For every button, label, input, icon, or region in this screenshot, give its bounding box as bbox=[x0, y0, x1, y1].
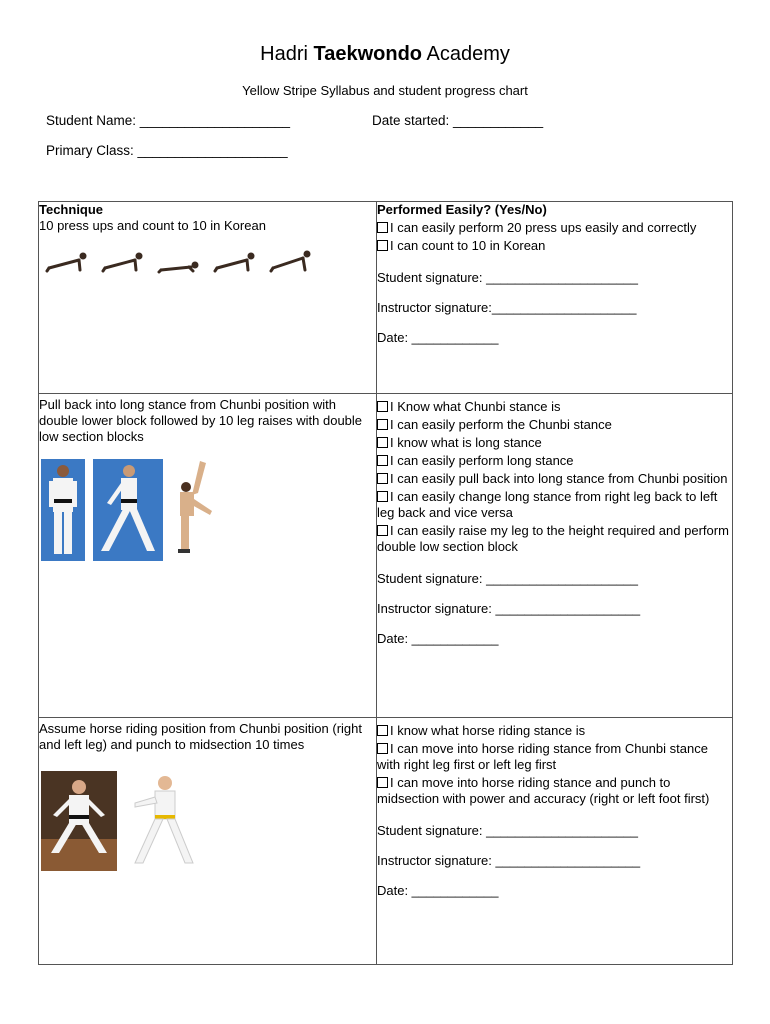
instructor-signature-line: Instructor signature: ____________________ bbox=[377, 853, 641, 868]
technique-cell bbox=[39, 202, 377, 394]
performance-cell bbox=[377, 394, 733, 718]
pushups-illustration bbox=[43, 246, 323, 276]
performance-cell bbox=[377, 718, 733, 965]
checkbox-icon[interactable] bbox=[377, 777, 388, 788]
syllabus-table bbox=[38, 201, 733, 965]
checklist-item[interactable]: I can move into horse riding stance and punch to midsection with power and accuracy (right or left foot first) bbox=[377, 775, 710, 806]
checkbox-icon[interactable] bbox=[377, 473, 388, 484]
date-line: Date: ____________ bbox=[377, 883, 499, 898]
student-signature-line: Student signature: _____________________ bbox=[377, 270, 638, 285]
checklist-item[interactable]: I can easily pull back into long stance from Chunbi position bbox=[377, 471, 732, 487]
col-header-performed: Performed Easily? (Yes/No) bbox=[377, 202, 547, 217]
horse-stance-photo bbox=[41, 771, 117, 871]
checklist-item[interactable]: I can easily change long stance from right leg back to left leg back and vice versa bbox=[377, 489, 718, 520]
checkbox-icon[interactable] bbox=[377, 240, 388, 251]
primary-class-field: Primary Class: ____________________ bbox=[46, 143, 288, 158]
table-row bbox=[39, 718, 733, 965]
checkbox-icon[interactable] bbox=[377, 437, 388, 448]
technique-text: 10 press ups and count to 10 in Korean bbox=[39, 218, 266, 233]
page-title: Hadri Taekwondo Academy bbox=[260, 43, 510, 65]
instructor-signature-line: Instructor signature: ____________________ bbox=[377, 601, 641, 616]
checkbox-icon[interactable] bbox=[377, 455, 388, 466]
technique-cell bbox=[39, 394, 377, 718]
checkbox-icon[interactable] bbox=[377, 743, 388, 754]
table-row bbox=[39, 394, 733, 718]
date-started-field: Date started: ____________ bbox=[372, 113, 544, 128]
performance-cell bbox=[377, 202, 733, 394]
checklist-item[interactable]: I Know what Chunbi stance is bbox=[377, 399, 732, 415]
checklist-item[interactable]: I can count to 10 in Korean bbox=[377, 238, 732, 254]
technique-text: Pull back into long stance from Chunbi position with double lower block followed by 10 leg raises with double low section blocks bbox=[39, 397, 363, 444]
col-header-technique: Technique bbox=[39, 202, 104, 217]
chunbi-stance-photo bbox=[41, 459, 85, 561]
horse-stance-punch-photo bbox=[127, 771, 201, 871]
student-name-field: Student Name: ____________________ bbox=[46, 113, 290, 128]
checklist-item[interactable]: I can move into horse riding stance from Chunbi stance with right leg first or left leg first bbox=[377, 741, 708, 772]
instructor-signature-line: Instructor signature:____________________ bbox=[377, 300, 637, 315]
technique-cell bbox=[39, 718, 377, 965]
checklist-item[interactable]: I know what horse riding stance is bbox=[377, 723, 732, 739]
technique-text: Assume horse riding position from Chunbi position (right and left leg) and punch to midsection 10 times bbox=[39, 721, 362, 752]
checkbox-icon[interactable] bbox=[377, 401, 388, 412]
student-signature-line: Student signature: _____________________ bbox=[377, 823, 638, 838]
checkbox-icon[interactable] bbox=[377, 491, 388, 502]
student-signature-line: Student signature: _____________________ bbox=[377, 571, 638, 586]
checklist-item[interactable]: I know what is long stance bbox=[377, 435, 732, 451]
page-subtitle: Yellow Stripe Syllabus and student progress chart bbox=[242, 83, 528, 98]
date-line: Date: ____________ bbox=[377, 330, 499, 345]
checkbox-icon[interactable] bbox=[377, 419, 388, 430]
checkbox-icon[interactable] bbox=[377, 725, 388, 736]
checklist-item[interactable]: I can easily raise my leg to the height required and perform double low section block bbox=[377, 523, 729, 554]
checkbox-icon[interactable] bbox=[377, 525, 388, 536]
checkbox-icon[interactable] bbox=[377, 222, 388, 233]
checklist-item[interactable]: I can easily perform long stance bbox=[377, 453, 732, 469]
checklist-item[interactable]: I can easily perform 20 press ups easily and correctly bbox=[377, 220, 732, 236]
date-line: Date: ____________ bbox=[377, 631, 499, 646]
long-stance-photo bbox=[93, 459, 163, 561]
checklist-item[interactable]: I can easily perform the Chunbi stance bbox=[377, 417, 732, 433]
leg-raise-photo bbox=[172, 459, 220, 561]
table-row bbox=[39, 202, 733, 394]
